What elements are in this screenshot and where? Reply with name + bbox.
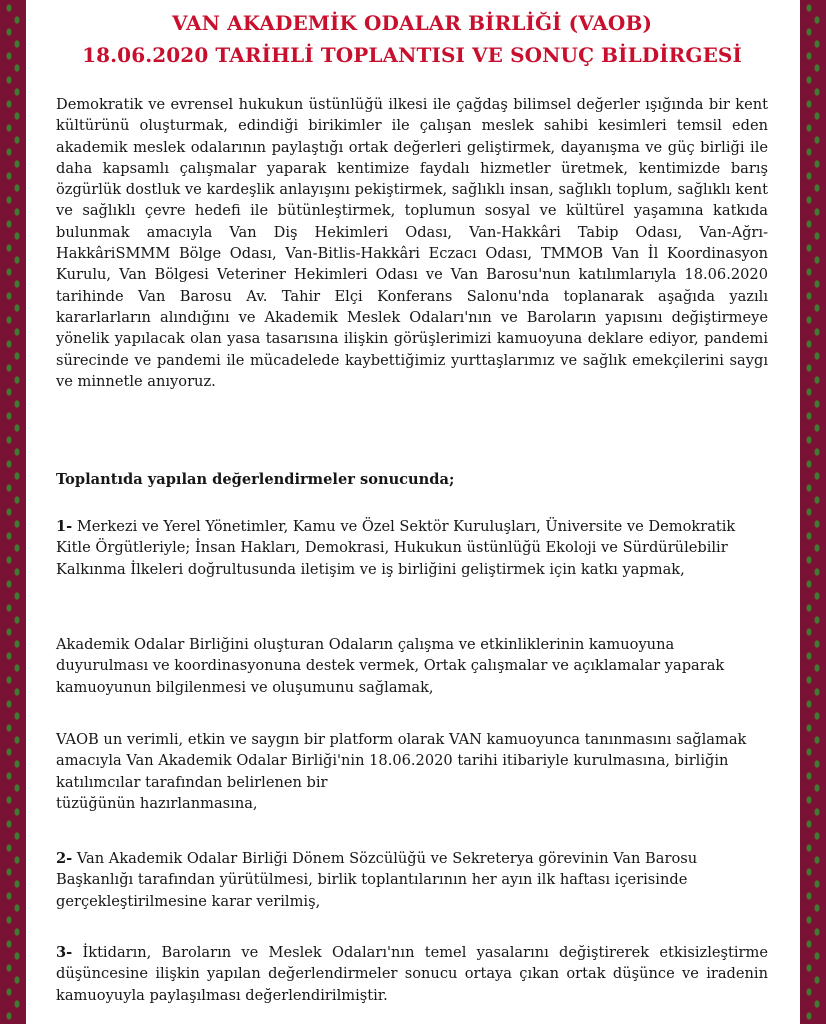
item-2-paragraph <box>56 848 768 912</box>
item-3-text: İktidarın, Baroların ve Meslek Odaları'nın temel yasalarını değiştirerek etkisizleştirme düşüncesine ilişkin yapılan değerlendirmeler sonucu ortaya çıkan ortak düşünce ve iradenin kamuoyuyla paylaşılması değerlendirilmiştir. <box>56 944 768 1004</box>
item-3-number: 3- <box>56 944 73 961</box>
item-1-paragraph <box>56 516 768 580</box>
item-3-paragraph <box>56 942 768 1006</box>
item-2-number: 2- <box>56 850 73 867</box>
results-heading: Toplantıda yapılan değerlendirmeler sonucunda; <box>56 471 455 488</box>
title-line-1: VAN AKADEMİK ODALAR BİRLİĞİ (VAOB) <box>171 11 653 35</box>
coordination-paragraph: Akademik Odalar Birliğini oluşturan Odaların çalışma ve etkinliklerinin kamuoyuna duyurulması ve koordinasyonuna destek vermek, Ortak çalışmalar ve açıklamalar yaparak kamuoyunun bilgilenmesi ve oluşumunu sağlamak, <box>56 636 725 696</box>
decorative-border-right <box>800 0 826 1024</box>
title-line-2: 18.06.2020 TARİHLİ TOPLANTISI VE SONUÇ BİLDİRGESİ <box>82 43 742 67</box>
vaob-statute-text: tüzüğünün hazırlanmasına, <box>56 794 258 812</box>
item-1-text: Merkezi ve Yerel Yönetimler, Kamu ve Özel Sektör Kuruluşları, Üniversite ve Demokratik Kitle Örgütleriyle; İnsan Hakları, Demokrasi, Hukukun üstünlüğü Ekoloji ve Sürdürülebilir Kalkınma İlkeleri doğrultusunda iletişim ve iş birliğini geliştirmek için katkı yapmak, <box>56 518 736 578</box>
item-2-text: Van Akademik Odalar Birliği Dönem Sözcülüğü ve Sekreterya görevinin Van Barosu Başkanlığı tarafından yürütülmesi, birlik toplantılarının her ayın ilk haftası içerisinde gerçekleştirilmesine karar verilmiş, <box>56 850 698 910</box>
decorative-border-left <box>0 0 26 1024</box>
item-1-number: 1- <box>56 518 73 535</box>
vaob-founding-text: VAOB un verimli, etkin ve saygın bir platform olarak VAN kamuoyunca tanınmasını sağlamak amacıyla Van Akademik Odalar Birliği'nin 18.06.2020 tarihi itibariyle kurulmasına, birliğin katılımcılar tarafından belirlenen bir <box>56 731 747 791</box>
vaob-founding-paragraph <box>56 729 768 814</box>
intro-paragraph: Demokratik ve evrensel hukukun üstünlüğü ilkesi ile çağdaş bilimsel değerler ışığında bir kent kültürünü oluşturmak, edindiği birikimler ile çalışan meslek sahibi kesimleri temsil eden akademik meslek odalarının paylaştığı ortak değerleri geliştirmek, dayanışma ve güç birliği ile daha kapsamlı çalışmalar yaparak kentimize faydalı hizmetler üretmek, kentimizde barış özgürlük dostluk ve kardeşlik anlayışını pekiştirmek, sağlıklı insan, sağlıklı toplum, sağlıklı kent ve sağlıklı çevre hedefi ile bütünleştirmek, toplumun sosyal ve kültürel yaşamına katkıda bulunmak amacıyla Van Diş Hekimleri Odası, Van-Hakkâri Tabip Odası, Van-Ağrı-HakkâriSMMM Bölge Odası, Van-Bitlis-Hakkâri Eczacı Odası, TMMOB Van İl Koordinasyon Kurulu, Van Bölgesi Veteriner Hekimleri Odası ve Van Barosu'nun katılımlarıyla 18.06.2020 tarihinde Van Barosu Av. Tahir Elçi Konferans Salonu'nda toplanarak aşağıda yazılı kararlarların alındığını ve Akademik Meslek Odaları'nın ve Baroların yapısını değiştirmeye yönelik yapılacak olan yasa tasarısına ilişkin görüşlerimizi kamuoyuna deklare ediyor, pandemi sürecinde ve pandemi ile mücadelede kaybettiğimiz yurttaşlarımız ve sağlık emekçilerini saygı ve minnetle anıyoruz. <box>56 96 768 390</box>
